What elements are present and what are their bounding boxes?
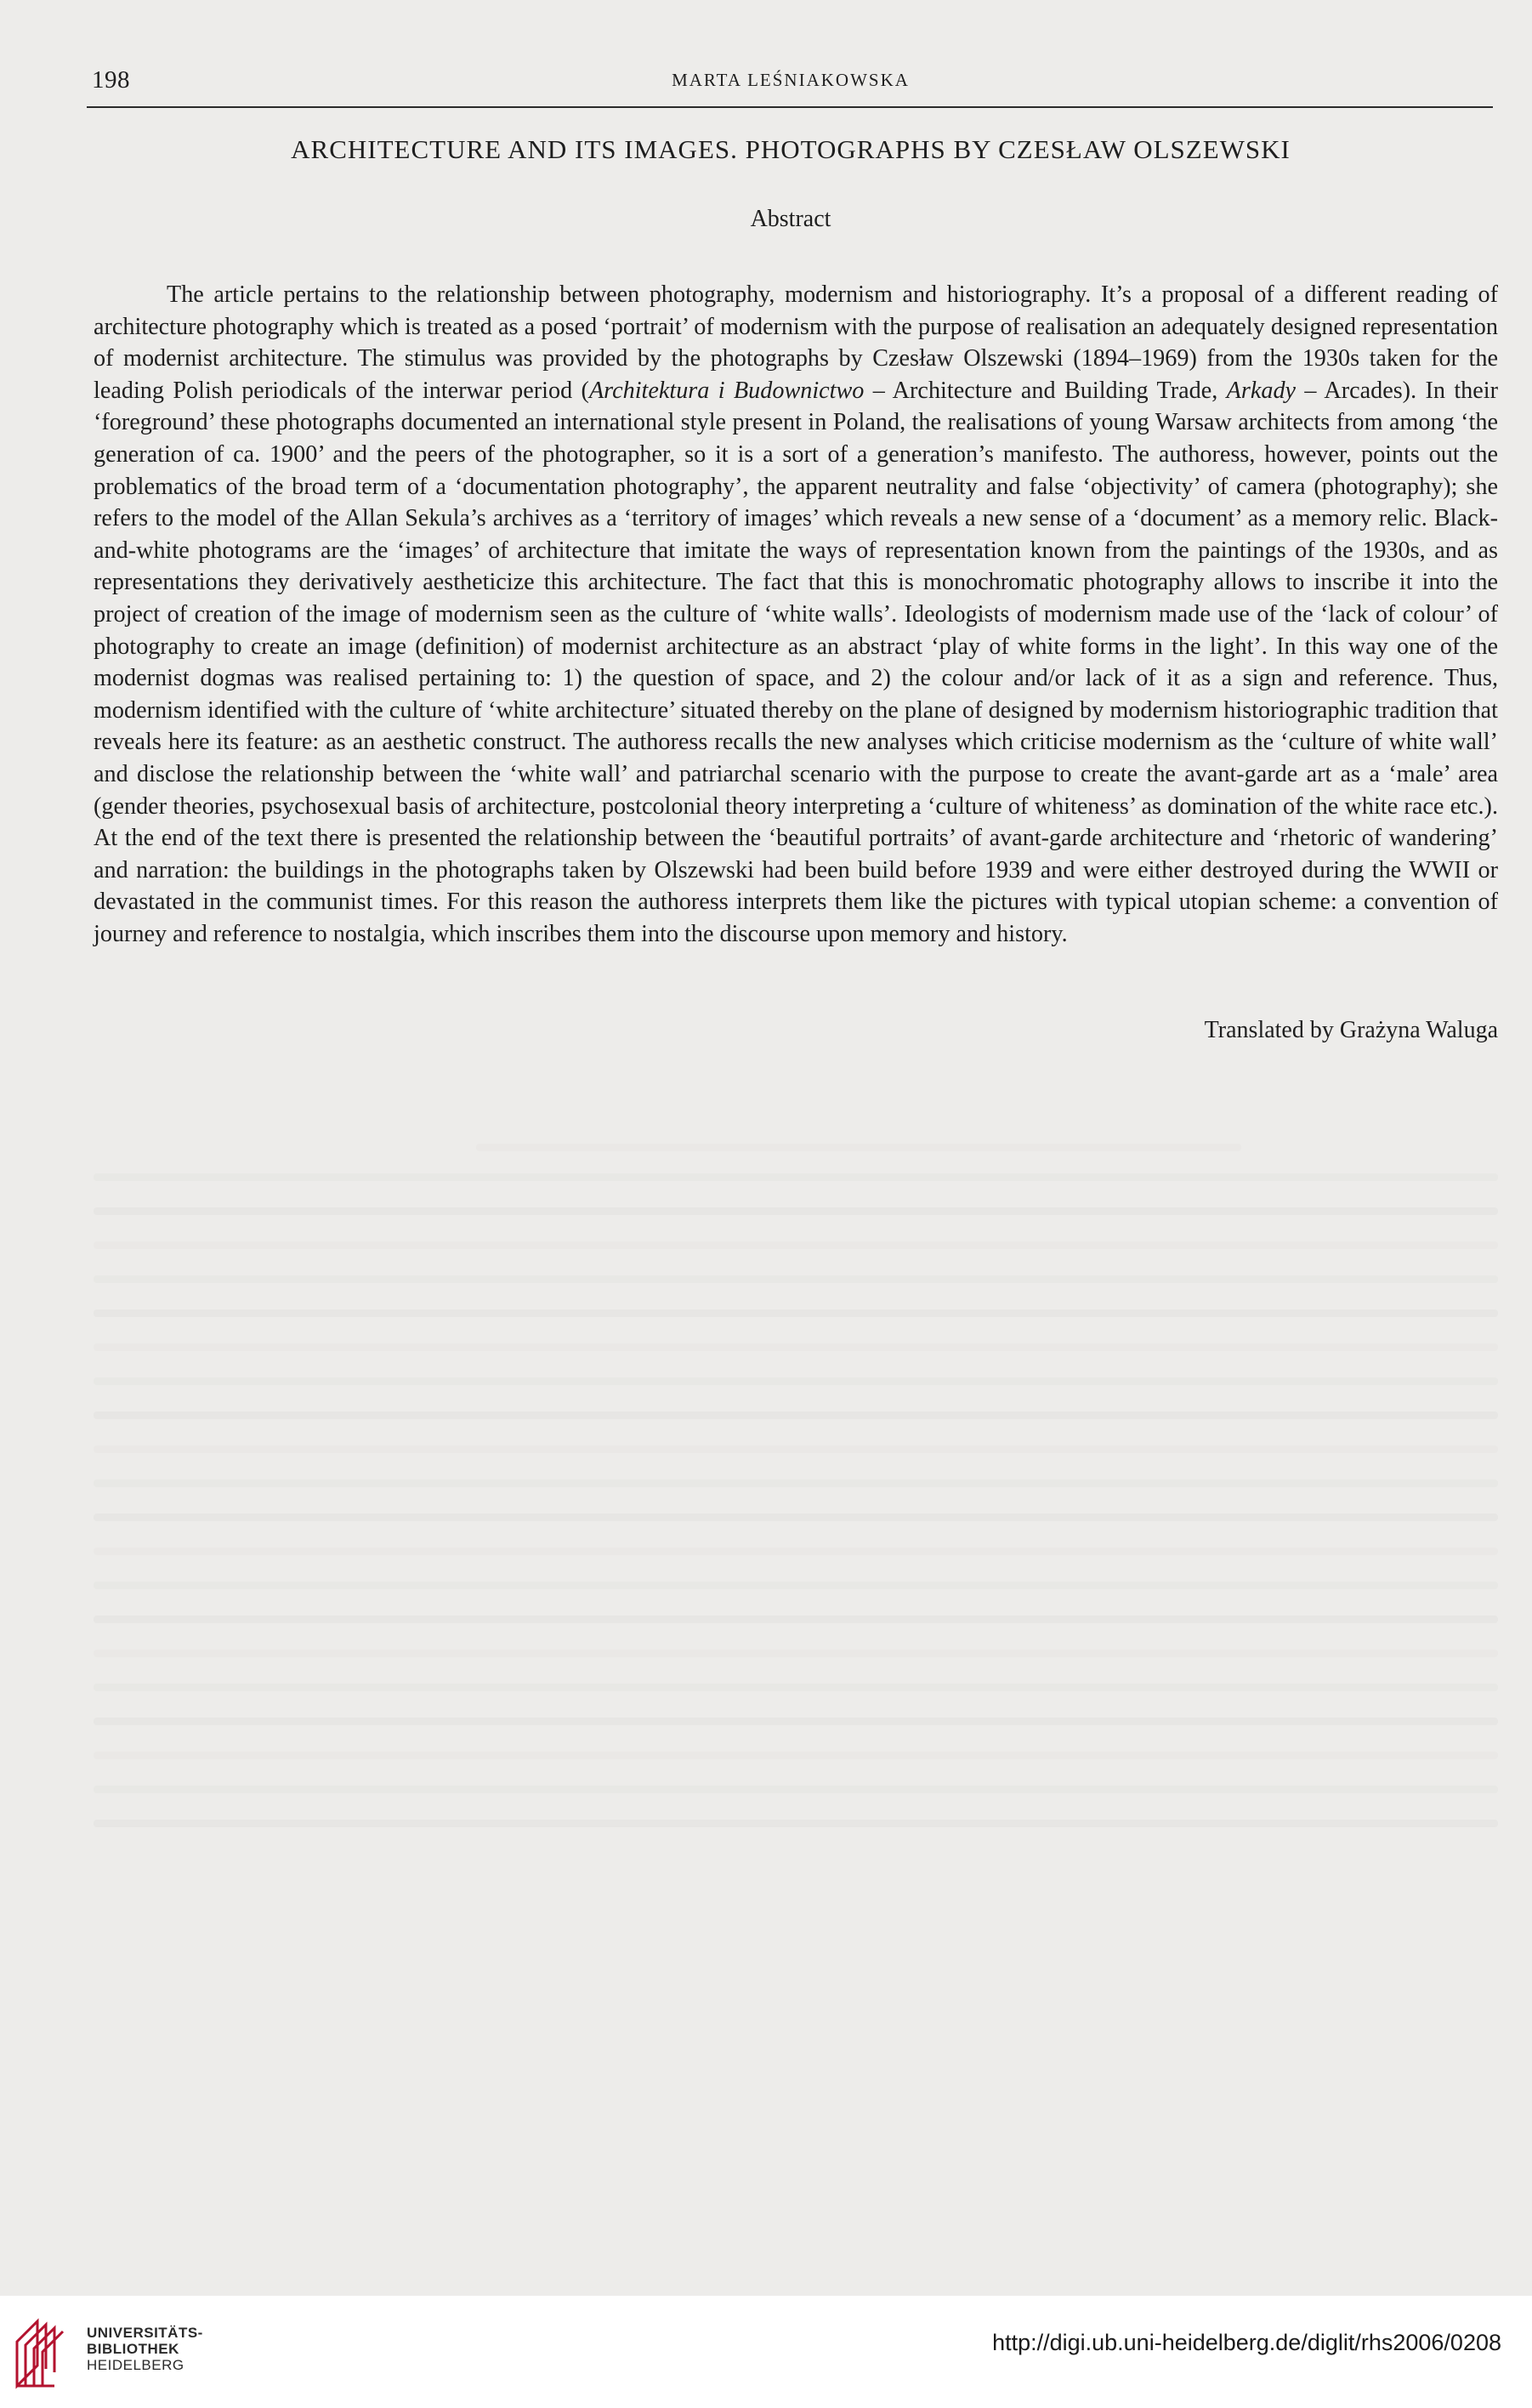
abstract-italic-periodical-2: Arkady [1226,377,1297,404]
source-url-link[interactable]: http://digi.ub.uni-heidelberg.de/diglit/rhs2006/0208 [992,2330,1501,2355]
show-through-line [94,1548,1498,1555]
show-through-line [94,1582,1498,1589]
show-through-line [94,1650,1498,1657]
show-through-line [94,1786,1498,1793]
show-through-line [94,1411,1498,1419]
header-rule [87,106,1493,108]
abstract-heading: Abstract [750,206,831,232]
show-through-line [94,1514,1498,1521]
show-through-line [94,1752,1498,1759]
show-through-line [94,1479,1498,1487]
running-head-author: MARTA LEŚNIAKOWSKA [672,70,910,90]
library-name-line-3: HEIDELBERG [87,2357,184,2373]
article-title: ARCHITECTURE AND ITS IMAGES. PHOTOGRAPHS BY CZESŁAW OLSZEWSKI [291,134,1291,164]
show-through-line [94,1684,1498,1691]
abstract-italic-periodical-1: Architektura i Budownictwo [588,377,865,404]
library-name-line-1: UNIVERSITÄTS- [87,2325,203,2341]
footer-bar [0,2296,1532,2408]
library-name [87,2325,203,2373]
running-head [92,66,1489,104]
show-through-line [94,1309,1498,1317]
show-through-line [476,1144,1241,1151]
abstract-text-2: – Architecture and Building Trade, [864,377,1227,404]
abstract-text-3: – Arcades). In their ‘foreground’ these photographs documented an international style present in Poland, the realisations of young Warsaw architects from among ‘the generation of ca. 1900’ and the peers of the photographer, so it is a sort of a generation’s manifesto. The authoress, however, points out the problematics of the broad term of a ‘documentation photography’, the apparent neutrality and false ‘objectivity’ of camera (photography); she refers to the model of the Allan Sekula’s archives as a ‘territory of images’ which reveals a new sense of a ‘document’ as a memory relic. Black-and-white photograms are the ‘images’ of architecture that imitate the ways of representation known from the paintings of the 1930s, and as representations they derivatively aestheticize this architecture. The fact that this is monochromatic photography allows to inscribe it into the project of creation of the image of modernism seen as the culture of ‘white walls’. Ideologists of modernism made use of the ‘lack of colour’ of photography to create an image (definition) of modernist architecture as an abstract ‘play of white forms in the light’. In this way one of the modernist dogmas was realised pertaining to: 1) the question of space, and 2) the colour and/or lack of it as a sign and reference. Thus, modernism identified with the culture of ‘white architecture’ situated thereby on the plane of designed by modernism historiographic tradition that reveals here its feature: as an aesthetic construct. The authoress recalls the new analyses which criticise modernism as the ‘culture of white wall’ and disclose the relationship between the ‘white wall’ and patriarchal scenario with the purpose to create the avant-garde art as a ‘male’ area (gender theories, psychosexual basis of architecture, postcolonial theory interpreting a ‘culture of whiteness’ as domination of the white race etc.). At the end of the text there is presented the relationship between the ‘beautiful portraits’ of avant-garde architecture and ‘rhetoric of wandering’ and narration: the buildings in the photographs taken by Olszewski had been build before 1939 and were either destroyed during the WWII or devastated in the communist times. For this reason the authoress interprets them like the pictures with typical utopian scheme: a convention of journey and reference to nostalgia, which inscribes them into the discourse upon memory and history. [94,377,1498,947]
library-name-line-2: BIBLIOTHEK [87,2341,179,2357]
show-through-line [94,1173,1498,1181]
abstract-body [94,279,1498,950]
show-through-line [94,1445,1498,1453]
show-through-line [94,1343,1498,1351]
show-through-line [94,1820,1498,1827]
show-through-line [94,1718,1498,1725]
show-through-line [94,1241,1498,1249]
abstract-text-1: The article pertains to the relationship between photography, modernism and historiography. It’s a proposal of a different reading of architecture photography which is treated as a posed ‘portrait’ of modernism with the purpose of realisation an adequately designed representation of modernist architecture. The stimulus was provided by the photographs by Czesław Olszewski (1894–1969) from the 1930s taken for the leading Polish periodicals of the interwar period ( [94,281,1498,404]
show-through-line [94,1616,1498,1623]
show-through-line [94,1377,1498,1385]
heidelberg-library-logo-icon [12,2313,80,2389]
show-through-line [94,1275,1498,1283]
page-number: 198 [92,66,130,94]
show-through-line [94,1207,1498,1215]
translator-credit: Translated by Grażyna Waluga [1204,1017,1498,1043]
